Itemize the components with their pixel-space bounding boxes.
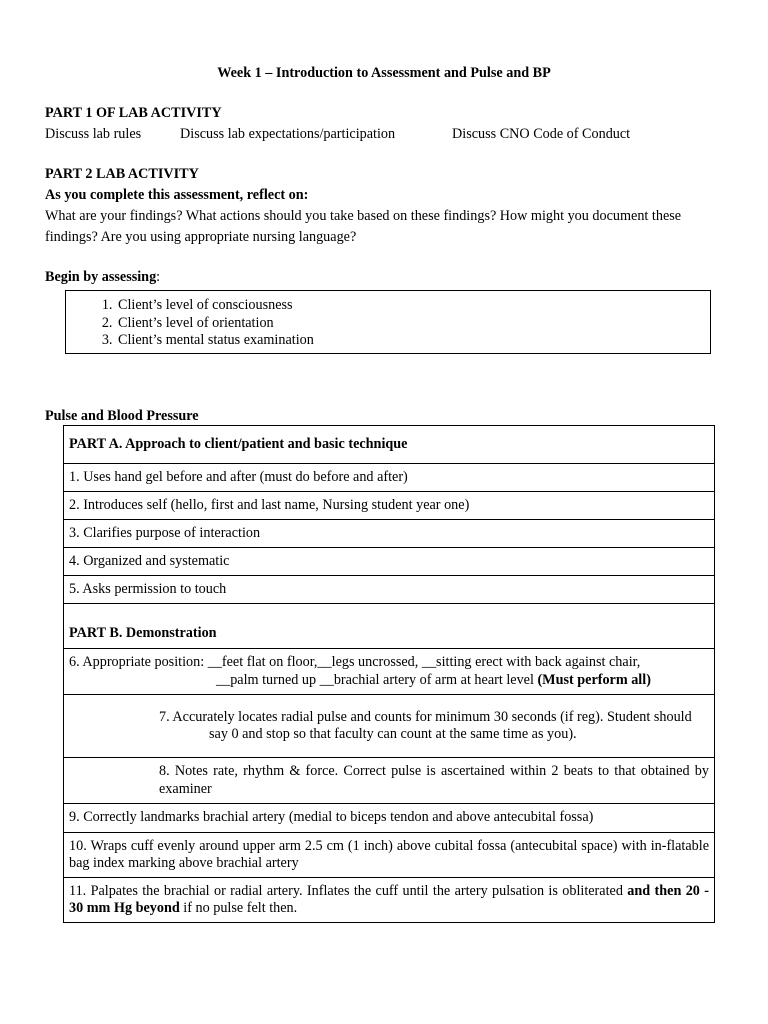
assessment-item-consciousness: 1. Client’s level of consciousness bbox=[116, 297, 710, 315]
criterion-6-line1: 6. Appropriate position: __feet flat on floor,__legs uncrossed, __sitting erect with back against chair, bbox=[69, 654, 641, 670]
assessment-item-orientation: 2. Client’s level of orientation bbox=[116, 315, 710, 333]
part2-heading: PART 2 LAB ACTIVITY bbox=[45, 166, 199, 182]
begin-assessing-text: Begin by assessing bbox=[45, 269, 157, 285]
table-row bbox=[64, 520, 715, 548]
begin-assessing-label bbox=[45, 269, 160, 287]
table-row bbox=[64, 604, 715, 649]
criterion-11-text-c: if no pulse felt then. bbox=[179, 900, 298, 916]
part1-item-lab-rules: Discuss lab rules bbox=[45, 126, 142, 142]
criterion-6-must-perform: (Must perform all) bbox=[537, 671, 651, 688]
pulse-bp-heading: Pulse and Blood Pressure bbox=[45, 408, 199, 424]
criterion-10: 10. Wraps cuff evenly around upper arm 2.5 cm (1 inch) above cubital fossa (antecubital space) with in-flatable bag index marking above brachial artery bbox=[64, 833, 715, 878]
criterion-7-line1: 7. Accurately locates radial pulse and counts for minimum 30 seconds (if reg). Student should bbox=[159, 708, 692, 725]
criterion-1: 1. Uses hand gel before and after (must do before and after) bbox=[64, 464, 715, 492]
part1-item-cno-code: Discuss CNO Code of Conduct bbox=[452, 126, 631, 142]
table-row bbox=[64, 833, 715, 878]
criterion-11-bold: and then 20 - 30 mm Hg beyond bbox=[69, 882, 709, 916]
criterion-6 bbox=[64, 649, 715, 695]
pulse-bp-table bbox=[63, 425, 715, 923]
criterion-11 bbox=[64, 878, 715, 923]
table-row bbox=[64, 695, 715, 758]
criterion-3: 3. Clarifies purpose of interaction bbox=[64, 520, 715, 548]
table-row bbox=[64, 878, 715, 923]
table-row bbox=[64, 758, 715, 804]
criterion-7 bbox=[64, 695, 715, 758]
table-row bbox=[64, 492, 715, 520]
criterion-11-text-a: 11. Palpates the brachial or radial artery. Inflates the cuff until the artery pulsation is obliterated bbox=[69, 882, 628, 899]
reflect-questions-line2: findings? Are you using appropriate nursing language? bbox=[45, 229, 357, 245]
criterion-9: 9. Correctly landmarks brachial artery (medial to biceps tendon and above antecubital fossa) bbox=[64, 804, 715, 833]
reflect-label: As you complete this assessment, reflect on: bbox=[45, 187, 309, 203]
begin-assessing-colon: : bbox=[156, 269, 161, 285]
page-title: Week 1 – Introduction to Assessment and Pulse and BP bbox=[217, 65, 551, 81]
criterion-8: 8. Notes rate, rhythm & force. Correct pulse is ascertained within 2 beats to that obtained by examiner bbox=[64, 758, 715, 804]
reflect-questions-line1: What are your findings? What actions should you take based on these findings? How might you document these bbox=[45, 208, 682, 224]
table-row bbox=[64, 548, 715, 576]
assessment-list-box bbox=[65, 290, 711, 354]
table-row bbox=[64, 649, 715, 695]
part1-item-expectations: Discuss lab expectations/participation bbox=[180, 126, 396, 142]
part-a-heading: PART A. Approach to client/patient and basic technique bbox=[64, 426, 715, 464]
criterion-5: 5. Asks permission to touch bbox=[64, 576, 715, 604]
criterion-6-line2-text: __palm turned up __brachial artery of arm at heart level bbox=[216, 671, 538, 688]
part-b-heading: PART B. Demonstration bbox=[64, 604, 715, 649]
table-row bbox=[64, 804, 715, 833]
assessment-item-mental-status: 3. Client’s mental status examination bbox=[116, 332, 710, 350]
criterion-2: 2. Introduces self (hello, first and last name, Nursing student year one) bbox=[64, 492, 715, 520]
table-row bbox=[64, 576, 715, 604]
table-row bbox=[64, 426, 715, 464]
criterion-6-line2 bbox=[69, 672, 709, 690]
criterion-4: 4. Organized and systematic bbox=[64, 548, 715, 576]
part1-heading: PART 1 OF LAB ACTIVITY bbox=[45, 105, 222, 121]
criterion-7-line2: say 0 and stop so that faculty can count at the same time as you). bbox=[209, 726, 577, 742]
table-row bbox=[64, 464, 715, 492]
assessment-list bbox=[66, 297, 710, 350]
